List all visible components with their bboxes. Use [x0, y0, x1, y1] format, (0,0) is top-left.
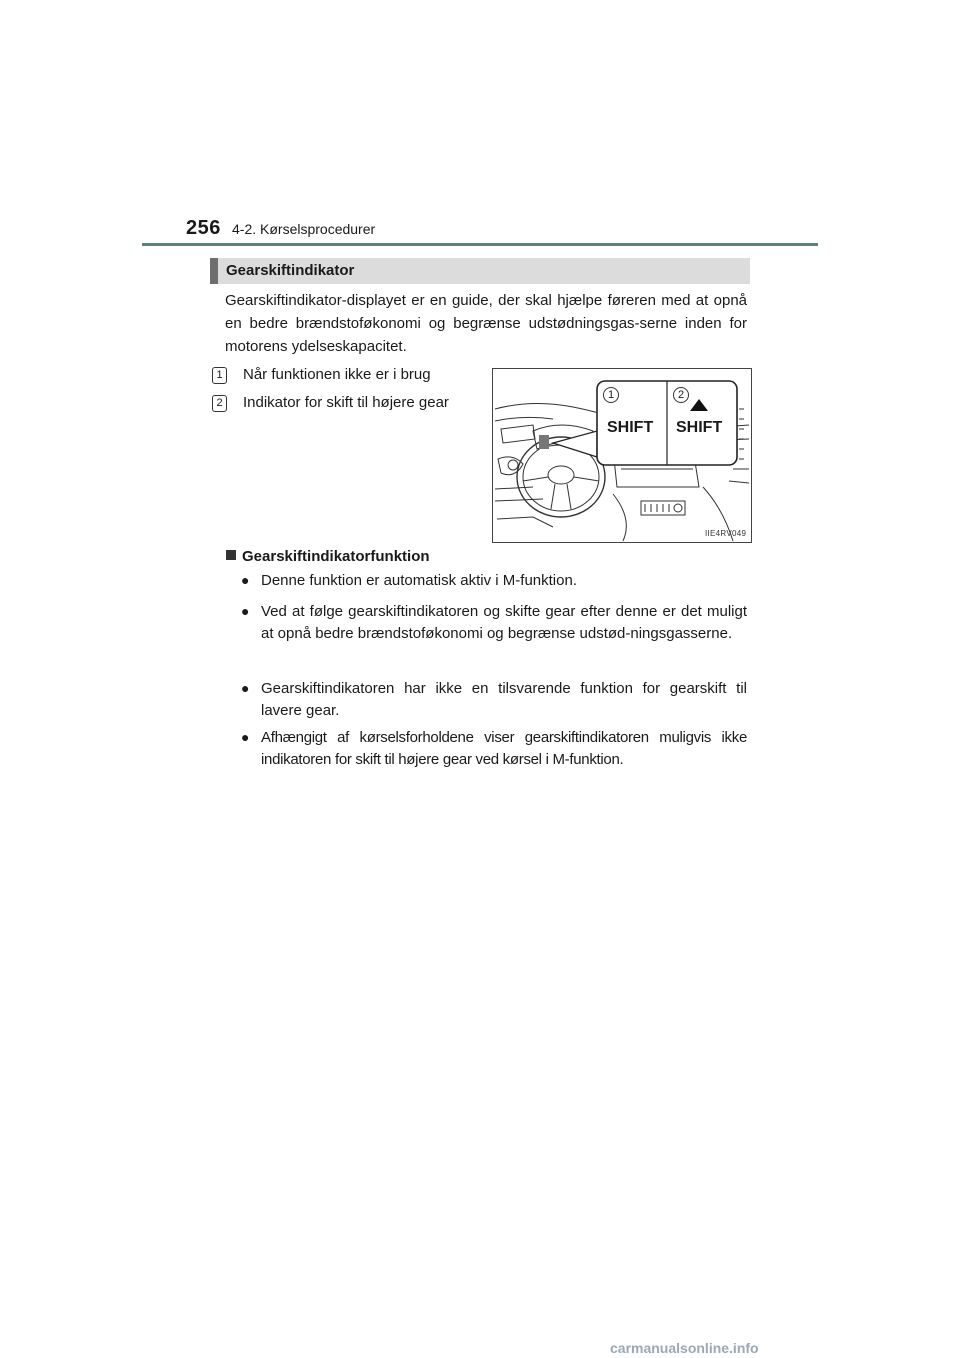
page-number: 256	[186, 217, 221, 239]
bullet-item-2: Ved at følge gearskiftindikatoren og skifte gear efter denne er det muligt at opnå bedre brændstoføkonomi og begrænse udstød-ningsgasserne.	[261, 603, 747, 642]
subsection-heading	[226, 548, 430, 565]
callout-label-2: Indikator for skift til højere gear	[243, 394, 449, 411]
up-triangle-icon	[690, 399, 708, 411]
bullet-icon: ●	[241, 603, 250, 619]
dashboard-illustration	[493, 369, 751, 542]
callout-label-1: Når funktionen ikke er i brug	[243, 366, 431, 383]
section-heading: Gearskiftindikator	[226, 262, 355, 279]
header-divider	[142, 243, 818, 246]
square-bullet-icon	[226, 550, 236, 560]
bullet-item-1: Denne funktion er automatisk aktiv i M-funktion.	[261, 572, 577, 589]
bullet-item-3: Gearskiftindikatoren har ikke en tilsvarende funktion for gearskift til lavere gear.	[261, 680, 747, 719]
figure-panel-1-text: SHIFT	[607, 419, 654, 436]
callout-number-1: 1	[212, 367, 227, 384]
subsection-title: Gearskiftindikatorfunktion	[242, 548, 430, 565]
callout-number-2: 2	[212, 395, 227, 412]
footer-watermark: carmanualsonline.info	[610, 1340, 759, 1356]
intro-paragraph: Gearskiftindikator-displayet er en guide, der skal hjælpe føreren med at opnå en bedre brændstoføkonomi og begrænse udstødningsgas-serne inden for motorens ydelseskapacitet.	[225, 292, 747, 355]
section-heading-accent	[210, 258, 218, 284]
figure-code: IIE4RV049	[705, 529, 747, 538]
figure-panel-2-number: 2	[673, 387, 689, 403]
section-reference: 4-2. Kørselsprocedurer	[232, 221, 376, 237]
bullet-icon: ●	[241, 680, 250, 696]
dashboard-figure	[492, 368, 752, 543]
bullet-item-4: Afhængigt af kørselsforholdene viser gearskiftindikatoren muligvis ikke indikatoren for skift til højere gear ved kørsel i M-funktion.	[261, 729, 747, 768]
bullet-icon: ●	[241, 572, 250, 588]
figure-panel-1-number: 1	[603, 387, 619, 403]
bullet-icon: ●	[241, 729, 250, 745]
figure-panel-2-text: SHIFT	[676, 419, 723, 436]
